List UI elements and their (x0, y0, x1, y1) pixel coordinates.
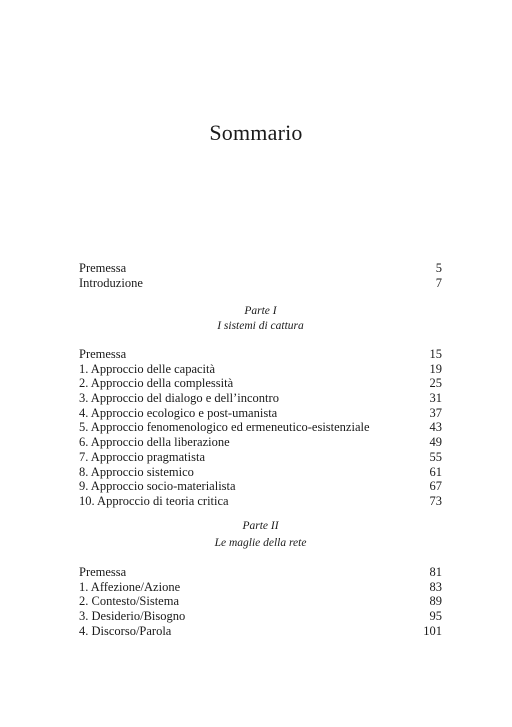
part-subheading: I sistemi di cattura (217, 320, 304, 332)
toc-entry-label: 2. Approccio della complessità (79, 376, 234, 391)
toc-entry-page: 55 (429, 449, 442, 464)
toc-entry-label: 2. Contesto/Sistema (79, 594, 179, 609)
toc-entry[interactable] (79, 565, 442, 580)
toc-entry-page: 83 (429, 579, 442, 594)
toc-front-matter (79, 261, 442, 290)
toc-entry-page: 67 (429, 479, 442, 494)
toc-entry[interactable] (79, 406, 442, 421)
toc-entry-page: 31 (429, 391, 442, 406)
toc-entry-label: 8. Approccio sistemico (79, 464, 194, 479)
page-title: Sommario (209, 120, 303, 145)
toc-entry-page: 95 (429, 609, 442, 624)
toc-entry[interactable] (79, 580, 442, 595)
toc-entry[interactable] (79, 261, 442, 276)
toc-entry-label: Introduzione (79, 275, 143, 290)
toc-entry-label: Premessa (79, 261, 127, 275)
toc-entry-page: 81 (429, 565, 442, 579)
toc-part-2 (79, 565, 442, 638)
toc-entry-label: 10. Approccio di teoria critica (79, 493, 229, 508)
toc-entry[interactable] (79, 594, 442, 609)
toc-entry-page: 5 (435, 261, 442, 275)
toc-entry-label: 5. Approccio fenomenologico ed ermeneutico-esistenziale (79, 420, 370, 435)
toc-entry-label: 3. Desiderio/Bisogno (79, 609, 186, 624)
toc-entry-label: 6. Approccio della liberazione (79, 435, 230, 450)
toc-entry-page: 43 (429, 420, 442, 435)
toc-entry-page: 49 (429, 435, 442, 450)
toc-entry[interactable] (79, 450, 442, 465)
toc-entry-label: 9. Approccio socio-materialista (79, 479, 236, 494)
toc-entry-page: 73 (429, 493, 442, 508)
toc-entry[interactable] (79, 435, 442, 450)
toc-entry[interactable] (79, 420, 442, 435)
toc-entry[interactable] (79, 609, 442, 624)
toc-entry-page: 101 (423, 623, 442, 638)
toc-entry-label: 1. Affezione/Azione (79, 579, 181, 594)
toc-entry[interactable] (79, 362, 442, 377)
part-heading: Parte II (242, 520, 279, 532)
toc-entry-label: 4. Discorso/Parola (79, 623, 172, 638)
toc-entry-label: 3. Approccio del dialogo e dell’incontro (79, 391, 279, 406)
toc-entry-page: 7 (435, 275, 442, 290)
toc-entry[interactable] (79, 494, 442, 509)
toc-entry-page: 89 (429, 594, 442, 609)
toc-entry-label: 1. Approccio delle capacità (79, 361, 216, 376)
toc-entry[interactable] (79, 624, 442, 639)
toc-entry-page: 25 (429, 376, 442, 391)
toc-entry-page: 19 (429, 361, 442, 376)
toc-entry-label: 4. Approccio ecologico e post-umanista (79, 405, 278, 420)
toc-entry[interactable] (79, 479, 442, 494)
toc-entry-label: 7. Approccio pragmatista (79, 449, 206, 464)
toc-entry-page: 37 (429, 405, 442, 420)
toc-entry[interactable] (79, 391, 442, 406)
toc-entry[interactable] (79, 465, 442, 480)
toc-entry[interactable] (79, 276, 442, 291)
toc-entry-label: Premessa (79, 565, 127, 579)
toc-entry-page: 15 (429, 347, 442, 361)
toc-entry[interactable] (79, 376, 442, 391)
toc-part-1 (79, 347, 442, 509)
toc-entry-page: 61 (429, 464, 442, 479)
part-subheading: Le maglie della rete (214, 537, 307, 549)
part-heading: Parte I (244, 305, 277, 317)
toc-entry-label: Premessa (79, 347, 127, 361)
toc-entry[interactable] (79, 347, 442, 362)
